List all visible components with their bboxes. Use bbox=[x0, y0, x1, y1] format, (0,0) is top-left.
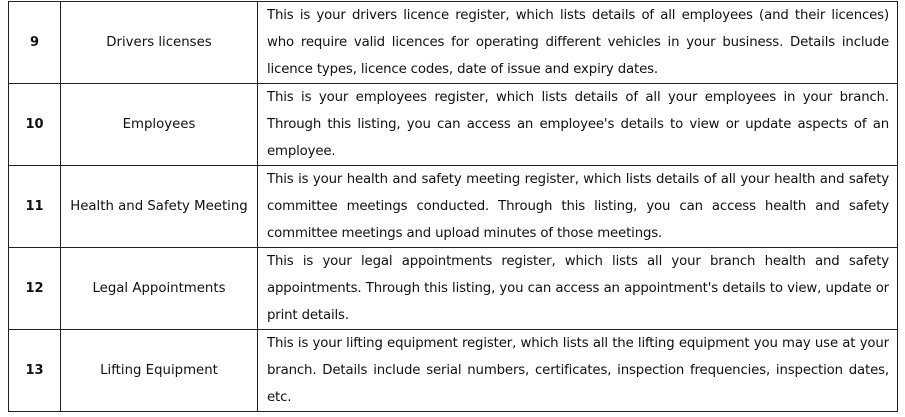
row-number: 11 bbox=[9, 166, 61, 248]
register-description: This is your health and safety meeting register, which lists details of all your health and safety committee meetings conducted. Through this listing, you can access health and safety committee meetings and upload minutes of those meetings. bbox=[258, 166, 898, 248]
row-number: 10 bbox=[9, 84, 61, 166]
register-name: Lifting Equipment bbox=[61, 330, 258, 412]
register-name: Employees bbox=[61, 84, 258, 166]
register-description: This is your legal appointments register, which lists all your branch health and safety appointments. Through this listing, you can access an appointment's details to view, update or print details. bbox=[258, 248, 898, 330]
table-row bbox=[9, 330, 898, 412]
register-name: Drivers licenses bbox=[61, 2, 258, 84]
table-row bbox=[9, 2, 898, 84]
table-row bbox=[9, 84, 898, 166]
register-name: Legal Appointments bbox=[61, 248, 258, 330]
row-number: 12 bbox=[9, 248, 61, 330]
register-name: Health and Safety Meeting bbox=[61, 166, 258, 248]
row-number: 9 bbox=[9, 2, 61, 84]
register-description: This is your drivers licence register, which lists details of all employees (and their licences) who require valid licences for operating different vehicles in your business. Details include licence types, licence codes, date of issue and expiry dates. bbox=[258, 2, 898, 84]
table-row bbox=[9, 248, 898, 330]
table-row bbox=[9, 166, 898, 248]
row-number: 13 bbox=[9, 330, 61, 412]
register-description: This is your employees register, which lists details of all your employees in your branch. Through this listing, you can access an employee's details to view or update aspects of an employee. bbox=[258, 84, 898, 166]
registers-table bbox=[8, 1, 898, 412]
register-description: This is your lifting equipment register, which lists all the lifting equipment you may use at your branch. Details include serial numbers, certificates, inspection frequencies, inspection dates, etc. bbox=[258, 330, 898, 412]
